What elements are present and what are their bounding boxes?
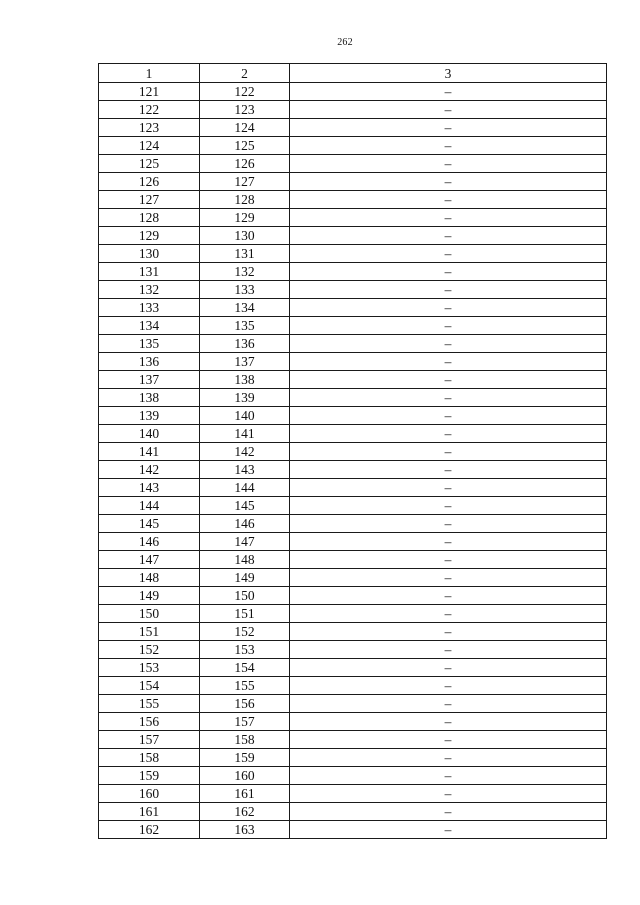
cell-col-2: 162 bbox=[200, 803, 290, 821]
cell-col-3: – bbox=[290, 821, 607, 839]
cell-col-1: 133 bbox=[99, 299, 200, 317]
cell-col-3: – bbox=[290, 119, 607, 137]
table-row bbox=[99, 821, 607, 839]
cell-col-2: 137 bbox=[200, 353, 290, 371]
cell-col-3: – bbox=[290, 101, 607, 119]
cell-col-2: 141 bbox=[200, 425, 290, 443]
table-row bbox=[99, 137, 607, 155]
table-row bbox=[99, 371, 607, 389]
cell-col-1: 127 bbox=[99, 191, 200, 209]
cell-col-1: 153 bbox=[99, 659, 200, 677]
column-header-3: 3 bbox=[290, 64, 607, 83]
cell-col-2: 136 bbox=[200, 335, 290, 353]
table-row bbox=[99, 299, 607, 317]
cell-col-1: 134 bbox=[99, 317, 200, 335]
table-row bbox=[99, 317, 607, 335]
cell-col-1: 145 bbox=[99, 515, 200, 533]
cell-col-2: 134 bbox=[200, 299, 290, 317]
cell-col-1: 129 bbox=[99, 227, 200, 245]
table-row bbox=[99, 659, 607, 677]
column-header-2: 2 bbox=[200, 64, 290, 83]
cell-col-1: 142 bbox=[99, 461, 200, 479]
table-row bbox=[99, 209, 607, 227]
cell-col-1: 155 bbox=[99, 695, 200, 713]
cell-col-3: – bbox=[290, 353, 607, 371]
cell-col-1: 160 bbox=[99, 785, 200, 803]
cell-col-1: 123 bbox=[99, 119, 200, 137]
cell-col-2: 157 bbox=[200, 713, 290, 731]
cell-col-1: 150 bbox=[99, 605, 200, 623]
cell-col-2: 135 bbox=[200, 317, 290, 335]
cell-col-3: – bbox=[290, 155, 607, 173]
cell-col-1: 135 bbox=[99, 335, 200, 353]
table-row bbox=[99, 443, 607, 461]
cell-col-3: – bbox=[290, 425, 607, 443]
cell-col-2: 148 bbox=[200, 551, 290, 569]
cell-col-2: 161 bbox=[200, 785, 290, 803]
cell-col-3: – bbox=[290, 677, 607, 695]
cell-col-1: 121 bbox=[99, 83, 200, 101]
cell-col-1: 128 bbox=[99, 209, 200, 227]
table-row bbox=[99, 245, 607, 263]
cell-col-3: – bbox=[290, 317, 607, 335]
cell-col-2: 159 bbox=[200, 749, 290, 767]
cell-col-1: 139 bbox=[99, 407, 200, 425]
cell-col-1: 144 bbox=[99, 497, 200, 515]
table-row bbox=[99, 281, 607, 299]
table-row bbox=[99, 767, 607, 785]
cell-col-2: 146 bbox=[200, 515, 290, 533]
table-row bbox=[99, 749, 607, 767]
cell-col-3: – bbox=[290, 803, 607, 821]
cell-col-3: – bbox=[290, 785, 607, 803]
cell-col-1: 130 bbox=[99, 245, 200, 263]
cell-col-2: 129 bbox=[200, 209, 290, 227]
cell-col-1: 162 bbox=[99, 821, 200, 839]
cell-col-1: 122 bbox=[99, 101, 200, 119]
table-row bbox=[99, 677, 607, 695]
table-row bbox=[99, 695, 607, 713]
cell-col-3: – bbox=[290, 281, 607, 299]
cell-col-2: 153 bbox=[200, 641, 290, 659]
cell-col-2: 123 bbox=[200, 101, 290, 119]
table-row bbox=[99, 83, 607, 101]
cell-col-1: 136 bbox=[99, 353, 200, 371]
column-header-1: 1 bbox=[99, 64, 200, 83]
cell-col-3: – bbox=[290, 659, 607, 677]
cell-col-3: – bbox=[290, 749, 607, 767]
cell-col-3: – bbox=[290, 335, 607, 353]
table-row bbox=[99, 479, 607, 497]
cell-col-2: 126 bbox=[200, 155, 290, 173]
table-row bbox=[99, 515, 607, 533]
cell-col-2: 149 bbox=[200, 569, 290, 587]
cell-col-2: 125 bbox=[200, 137, 290, 155]
cell-col-1: 149 bbox=[99, 587, 200, 605]
cell-col-3: – bbox=[290, 605, 607, 623]
cell-col-3: – bbox=[290, 731, 607, 749]
cell-col-1: 126 bbox=[99, 173, 200, 191]
cell-col-2: 131 bbox=[200, 245, 290, 263]
table-row bbox=[99, 461, 607, 479]
table-header bbox=[99, 64, 607, 83]
cell-col-1: 148 bbox=[99, 569, 200, 587]
cell-col-3: – bbox=[290, 551, 607, 569]
cell-col-2: 163 bbox=[200, 821, 290, 839]
table-row bbox=[99, 155, 607, 173]
cell-col-2: 133 bbox=[200, 281, 290, 299]
cell-col-2: 142 bbox=[200, 443, 290, 461]
table-row bbox=[99, 119, 607, 137]
cell-col-1: 131 bbox=[99, 263, 200, 281]
table-row bbox=[99, 335, 607, 353]
cell-col-3: – bbox=[290, 533, 607, 551]
cell-col-2: 160 bbox=[200, 767, 290, 785]
cell-col-3: – bbox=[290, 173, 607, 191]
table-row bbox=[99, 101, 607, 119]
cell-col-3: – bbox=[290, 299, 607, 317]
table-row bbox=[99, 425, 607, 443]
cell-col-3: – bbox=[290, 767, 607, 785]
cell-col-2: 127 bbox=[200, 173, 290, 191]
cell-col-2: 145 bbox=[200, 497, 290, 515]
cell-col-2: 144 bbox=[200, 479, 290, 497]
cell-col-3: – bbox=[290, 497, 607, 515]
table-row bbox=[99, 587, 607, 605]
table-row bbox=[99, 569, 607, 587]
cell-col-2: 155 bbox=[200, 677, 290, 695]
cell-col-1: 157 bbox=[99, 731, 200, 749]
cell-col-1: 158 bbox=[99, 749, 200, 767]
cell-col-2: 128 bbox=[200, 191, 290, 209]
cell-col-2: 151 bbox=[200, 605, 290, 623]
table-row bbox=[99, 731, 607, 749]
cell-col-1: 146 bbox=[99, 533, 200, 551]
cell-col-1: 124 bbox=[99, 137, 200, 155]
table-row bbox=[99, 641, 607, 659]
table-row bbox=[99, 605, 607, 623]
cell-col-3: – bbox=[290, 623, 607, 641]
table-row bbox=[99, 263, 607, 281]
cell-col-3: – bbox=[290, 641, 607, 659]
cell-col-1: 125 bbox=[99, 155, 200, 173]
cell-col-3: – bbox=[290, 83, 607, 101]
cell-col-2: 156 bbox=[200, 695, 290, 713]
table-row bbox=[99, 803, 607, 821]
cell-col-1: 156 bbox=[99, 713, 200, 731]
cell-col-2: 138 bbox=[200, 371, 290, 389]
table-row bbox=[99, 407, 607, 425]
cell-col-2: 150 bbox=[200, 587, 290, 605]
cell-col-2: 124 bbox=[200, 119, 290, 137]
cell-col-1: 151 bbox=[99, 623, 200, 641]
cell-col-1: 141 bbox=[99, 443, 200, 461]
data-table bbox=[98, 63, 607, 839]
cell-col-1: 132 bbox=[99, 281, 200, 299]
table-row bbox=[99, 713, 607, 731]
cell-col-3: – bbox=[290, 263, 607, 281]
cell-col-2: 147 bbox=[200, 533, 290, 551]
table-row bbox=[99, 785, 607, 803]
cell-col-2: 154 bbox=[200, 659, 290, 677]
cell-col-3: – bbox=[290, 389, 607, 407]
table-row bbox=[99, 551, 607, 569]
cell-col-3: – bbox=[290, 515, 607, 533]
page-number: 262 bbox=[337, 37, 353, 48]
table-body bbox=[99, 83, 607, 839]
cell-col-3: – bbox=[290, 695, 607, 713]
cell-col-3: – bbox=[290, 461, 607, 479]
cell-col-3: – bbox=[290, 371, 607, 389]
table-row bbox=[99, 533, 607, 551]
table-row bbox=[99, 353, 607, 371]
cell-col-2: 122 bbox=[200, 83, 290, 101]
cell-col-3: – bbox=[290, 713, 607, 731]
cell-col-2: 143 bbox=[200, 461, 290, 479]
cell-col-1: 143 bbox=[99, 479, 200, 497]
cell-col-2: 132 bbox=[200, 263, 290, 281]
header-row bbox=[99, 64, 607, 83]
cell-col-3: – bbox=[290, 407, 607, 425]
cell-col-1: 137 bbox=[99, 371, 200, 389]
cell-col-2: 158 bbox=[200, 731, 290, 749]
table-row bbox=[99, 389, 607, 407]
table-row bbox=[99, 191, 607, 209]
cell-col-2: 152 bbox=[200, 623, 290, 641]
cell-col-1: 159 bbox=[99, 767, 200, 785]
cell-col-3: – bbox=[290, 137, 607, 155]
table-row bbox=[99, 227, 607, 245]
table-row bbox=[99, 497, 607, 515]
table-row bbox=[99, 173, 607, 191]
cell-col-3: – bbox=[290, 209, 607, 227]
cell-col-3: – bbox=[290, 245, 607, 263]
table-row bbox=[99, 623, 607, 641]
cell-col-3: – bbox=[290, 191, 607, 209]
cell-col-1: 147 bbox=[99, 551, 200, 569]
cell-col-3: – bbox=[290, 479, 607, 497]
cell-col-3: – bbox=[290, 587, 607, 605]
cell-col-1: 152 bbox=[99, 641, 200, 659]
cell-col-1: 161 bbox=[99, 803, 200, 821]
cell-col-1: 140 bbox=[99, 425, 200, 443]
cell-col-3: – bbox=[290, 443, 607, 461]
cell-col-3: – bbox=[290, 569, 607, 587]
cell-col-1: 154 bbox=[99, 677, 200, 695]
cell-col-2: 130 bbox=[200, 227, 290, 245]
cell-col-2: 140 bbox=[200, 407, 290, 425]
cell-col-3: – bbox=[290, 227, 607, 245]
cell-col-2: 139 bbox=[200, 389, 290, 407]
cell-col-1: 138 bbox=[99, 389, 200, 407]
